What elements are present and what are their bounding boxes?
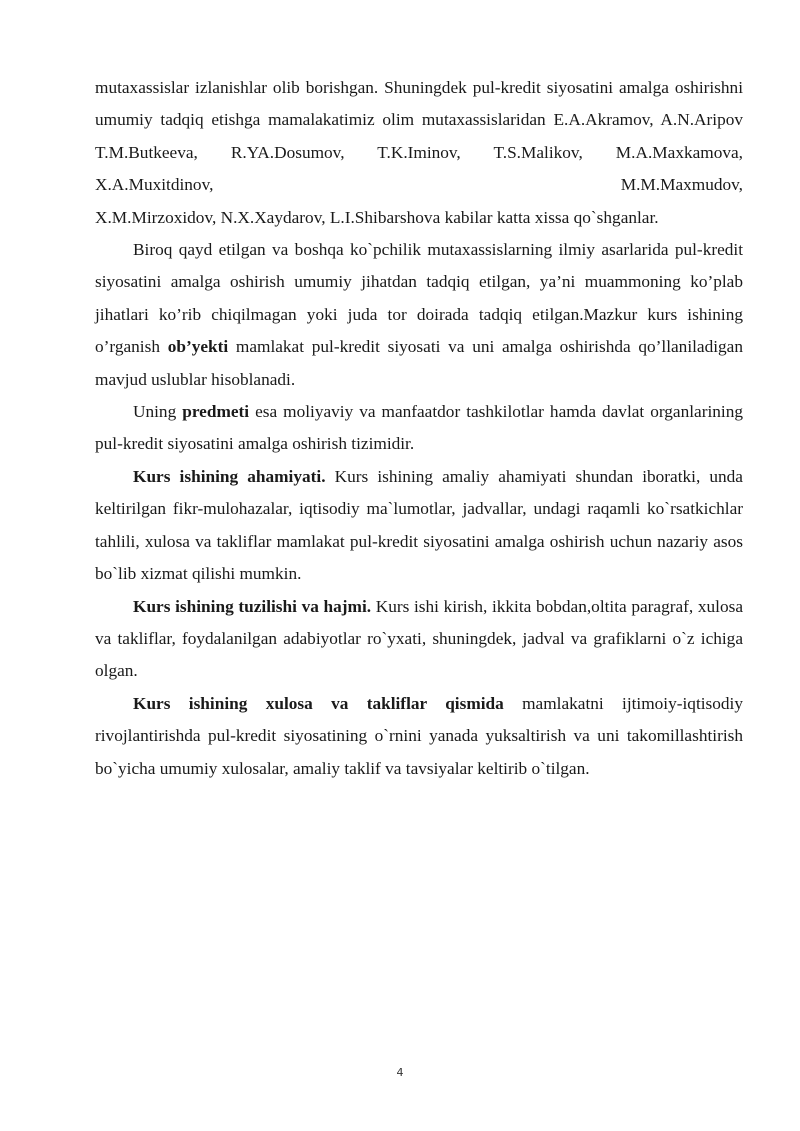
paragraph-object-post: mamlakat pul-kredit siyosati va uni amalga oshirishda qo’llaniladigan mavjud uslublar hisoblanadi.: [95, 337, 743, 389]
paragraph-significance: [95, 461, 743, 591]
paragraph-object-pre: Biroq qayd etilgan va boshqa ko`pchilik mutaxassislarning ilmiy asarlarida pul-kredit siyosatini amalga oshirish umumiy jihatdan tadqiq etilgan, ya’ni muammoning ko’plab jihatlari ko’rib chiqilmagan yoki juda tor doirada tadqiq etilgan.Mazkur kurs ishining o’rganish: [95, 240, 743, 357]
paragraph-researchers: mutaxassislar izlanishlar olib borishgan. Shuningdek pul-kredit siyosatini amalga oshirishni umumiy tadqiq etishga mamalakatimiz olim mutaxassislaridan E.A.Akramov, A.N.Aripov T.M.Butkeeva, R.YA.Dosumov, T.K.Iminov, T.S.Malikov, M.A.Maxkamova, X.A.Muxitdinov, M.M.Maxmudov,: [95, 78, 743, 195]
paragraph-structure: [95, 591, 743, 688]
paragraph-subject-post: esa moliyaviy va manfaatdor tashkilotlar hamda davlat organlarining pul-kredit siyosatini amalga oshirish tizimidir.: [95, 402, 743, 454]
paragraph-researchers-tail: X.M.Mirzoxidov, N.X.Xaydarov, L.I.Shibarshova kabilar katta xissa qo`shganlar.: [95, 207, 659, 227]
paragraph-conclusions-text: mamlakatni ijtimoiy-iqtisodiy rivojlantirishda pul-kredit siyosatining o`rnini yanada yuksaltirish va uni takomillashtirish bo`yicha umumiy xulosalar, amaliy taklif va tavsiyalar keltirib o`tilgan.: [95, 693, 743, 778]
document-body: [95, 72, 743, 785]
heading-conclusions: Kurs ishining xulosa va takliflar qismida: [133, 693, 504, 713]
heading-significance: Kurs ishining ahamiyati.: [133, 466, 326, 486]
paragraph-subject-pre: Uning: [133, 402, 183, 422]
heading-structure: Kurs ishining tuzilishi va hajmi.: [133, 596, 372, 616]
paragraph-conclusions: [95, 688, 743, 785]
term-object: ob’yekti: [167, 337, 229, 357]
paragraph-significance-text: Kurs ishining amaliy ahamiyati shundan iboratki, unda keltirilgan fikr-mulohazalar, iqtisodiy ma`lumotlar, jadvallar, undagi raqamli ko`rsatkichlar tahlili, xulosa va takliflar mamlakat pul-kredit siyosatini amalga oshirish uchun nazariy asos bo`lib xizmat qilishi mumkin.: [95, 466, 743, 584]
paragraph-subject: [95, 396, 743, 461]
page-number: 4: [396, 1066, 404, 1079]
paragraph-structure-text: Kurs ishi kirish, ikkita bobdan,oltita paragraf, xulosa va takliflar, foydalanilgan adabiyotlar ro`yxati, shuningdek, jadval va grafiklarni o`z ichiga olgan.: [95, 596, 744, 681]
term-subject: predmeti: [182, 402, 250, 422]
paragraph-object: [95, 234, 743, 396]
